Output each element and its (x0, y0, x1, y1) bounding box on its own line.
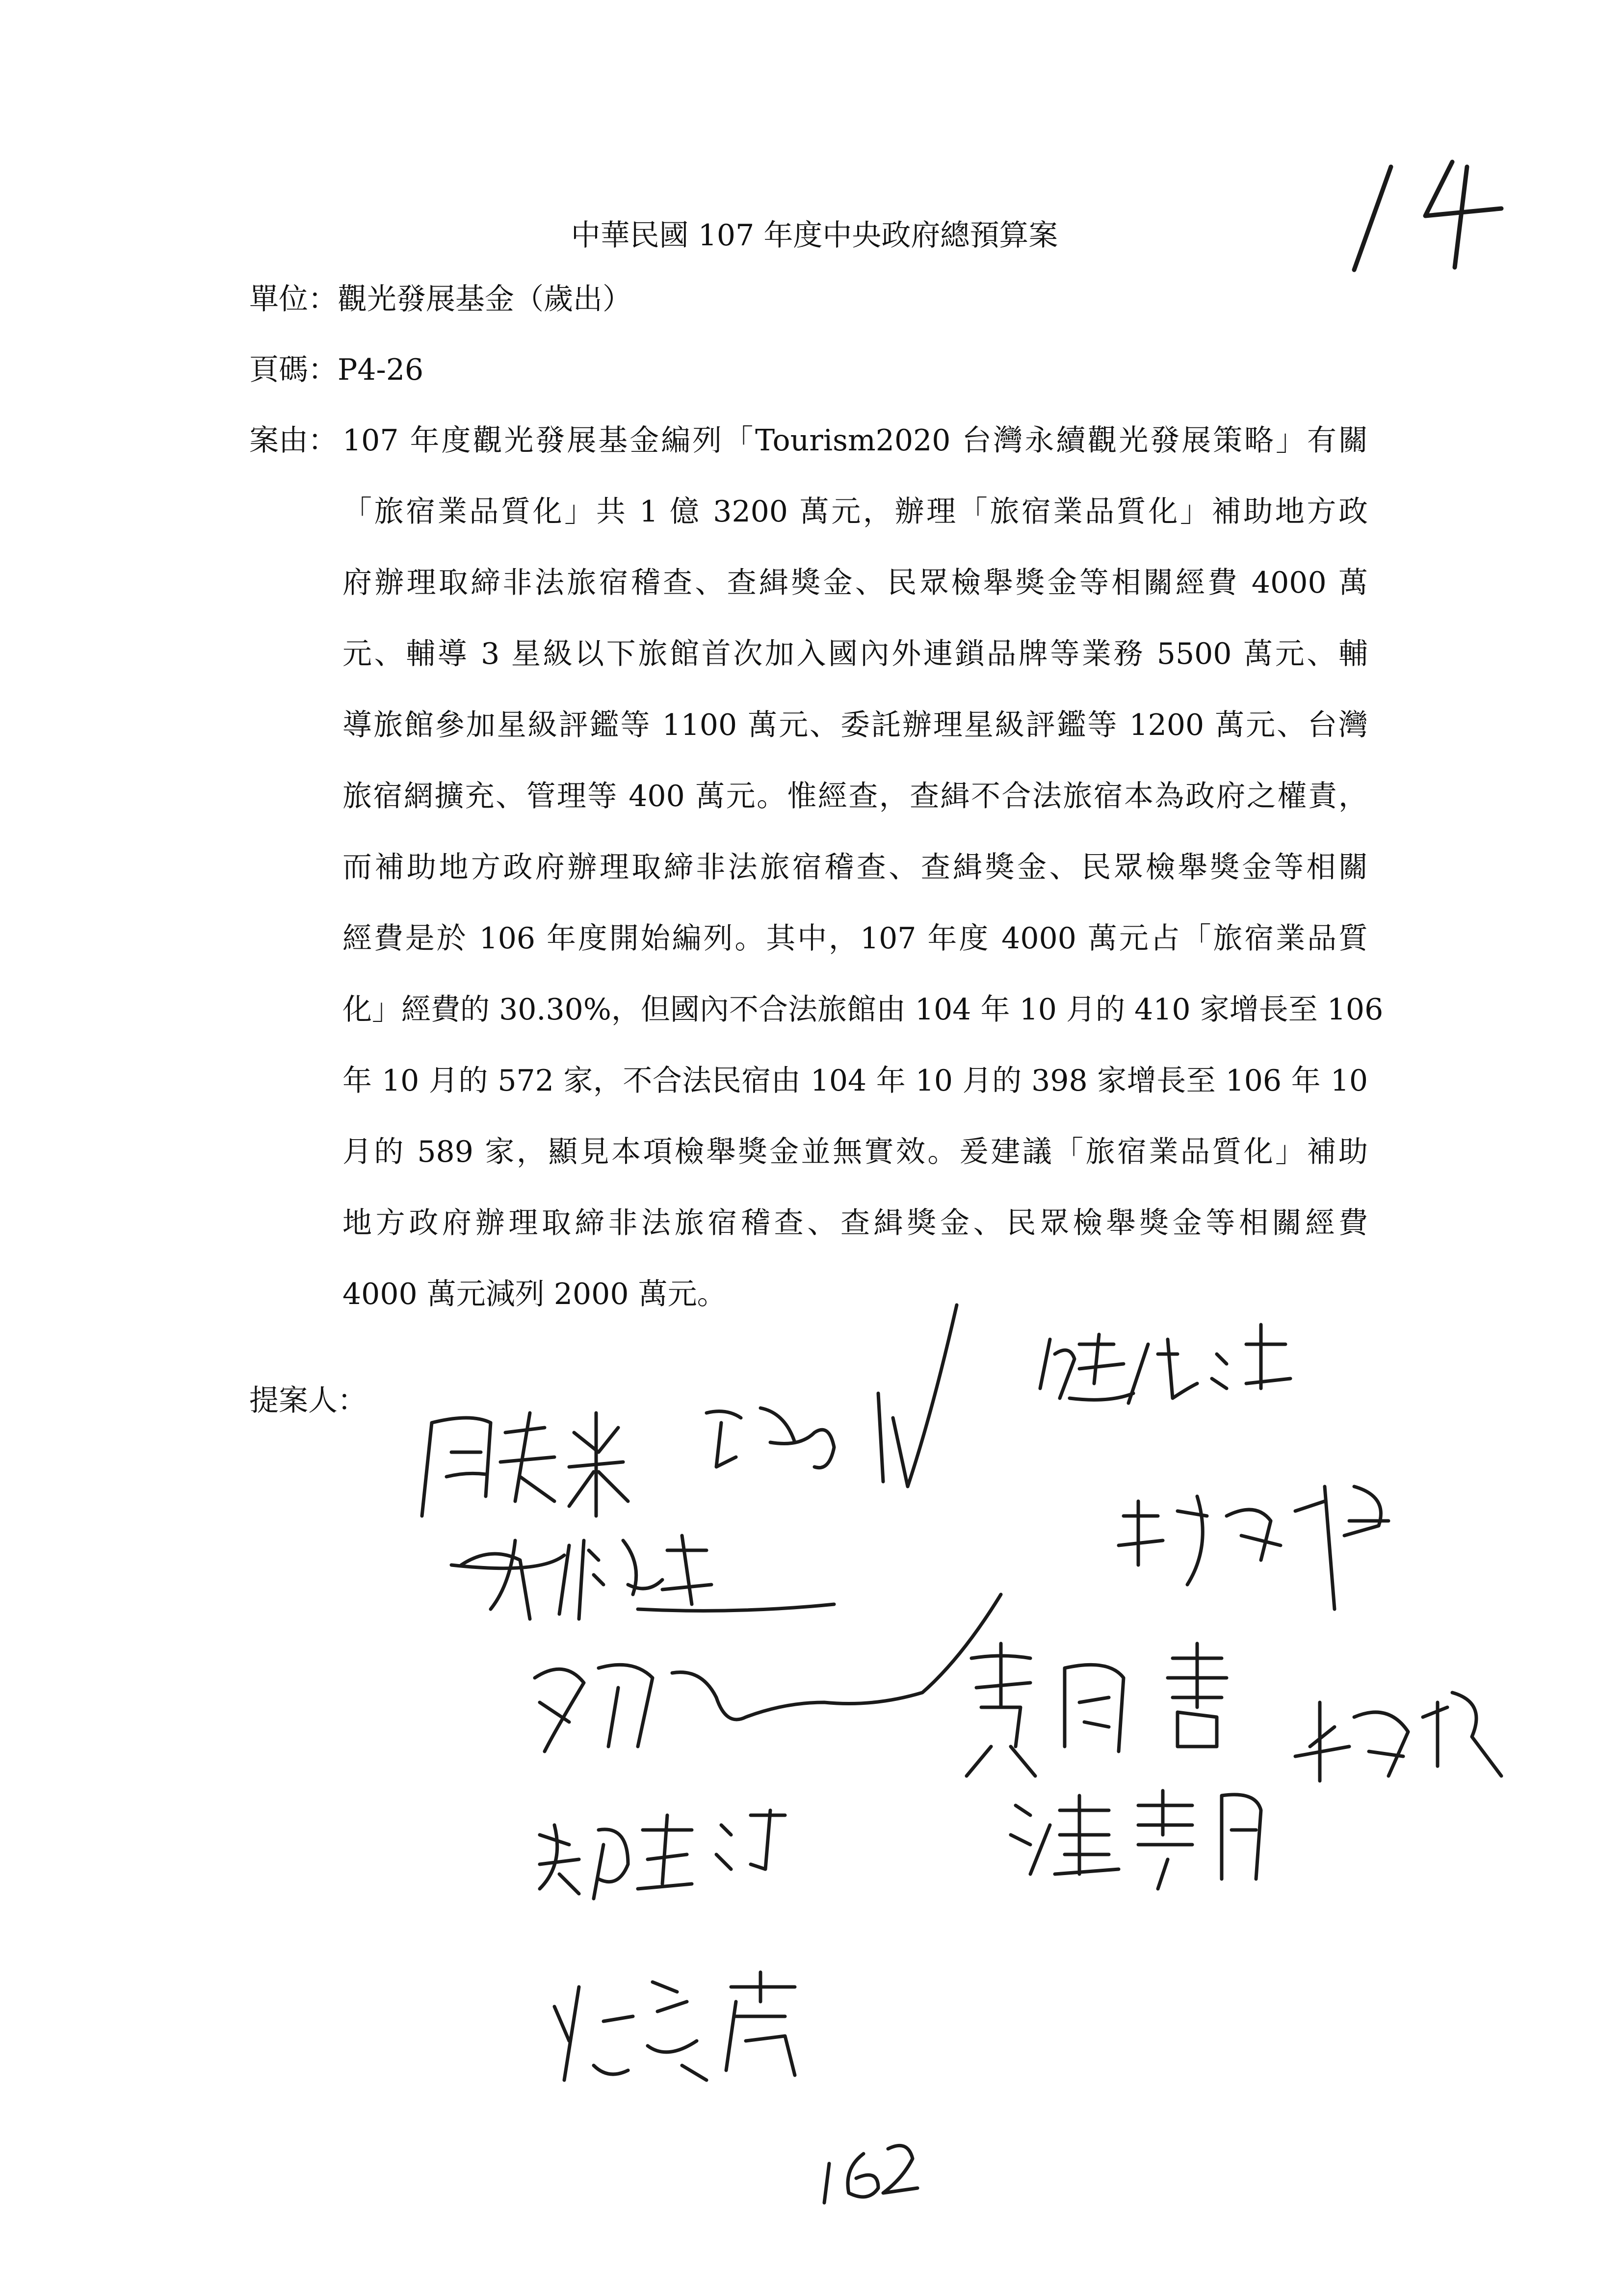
handwritten-signature (967, 1644, 1227, 1776)
handwritten-signature (1040, 1325, 1290, 1403)
reason-line: 元、輔導 3 星級以下旅館首次加入國內外連鎖品牌等業務 5500 萬元、輔 (342, 637, 1368, 671)
reason-line: 年 10 月的 572 家，不合法民宿由 104 年 10 月的 398 家增長至 106 年 10 (342, 1064, 1368, 1098)
reason-line: 導旅館參加星級評鑑等 1100 萬元、委託辦理星級評鑑等 1200 萬元、台灣 (342, 708, 1368, 742)
reason-line: 旅宿網擴充、管理等 400 萬元。惟經查，查緝不合法旅宿本為政府之權責， (342, 779, 1368, 813)
unit-label: 單位： (249, 282, 338, 316)
reason-line: 化」經費的 30.30%，但國內不合法旅館由 104 年 10 月的 410 家增長至 106 (342, 992, 1384, 1027)
handwritten-signature (1011, 1791, 1261, 1889)
page-label: 頁碼： (249, 353, 338, 387)
proposer-label: 提案人： (249, 1383, 367, 1418)
reason-line: 4000 萬元減列 2000 萬元。 (342, 1277, 727, 1311)
page-value: P4-26 (338, 353, 424, 387)
handwritten-signature (707, 1305, 957, 1487)
handwritten-page-number (824, 2145, 917, 2203)
reason-line: 府辦理取締非法旅宿稽查、查緝獎金、民眾檢舉獎金等相關經費 4000 萬 (342, 566, 1368, 600)
handwritten-signature (1119, 1487, 1388, 1609)
reason-line: 月的 589 家，顯見本項檢舉獎金並無實效。爰建議「旅宿業品質化」補助 (342, 1135, 1368, 1169)
reason-line: 107 年度觀光發展基金編列「Tourism2020 台灣永續觀光發展策略」有關 (342, 423, 1368, 458)
reason-line: 「旅宿業品質化」共 1 億 3200 萬元，辦理「旅宿業品質化」補助地方政 (342, 495, 1368, 529)
reason-label: 案由： (249, 423, 338, 458)
handwritten-signature (554, 1972, 795, 2080)
reason-line: 而補助地方政府辦理取締非法旅宿稽查、查緝獎金、民眾檢舉獎金等相關 (342, 850, 1368, 885)
handwritten-signature (422, 1413, 628, 1516)
handwritten-signature (451, 1536, 834, 1619)
reason-line: 地方政府辦理取締非法旅宿稽查、查緝獎金、民眾檢舉獎金等相關經費 (342, 1206, 1368, 1240)
reason-line: 經費是於 106 年度開始編列。其中，107 年度 4000 萬元占「旅宿業品質 (342, 921, 1368, 956)
handwritten-proposal-number (1354, 162, 1501, 270)
handwritten-signature (1295, 1693, 1501, 1781)
handwritten-signature (540, 1810, 785, 1899)
document-title: 中華民國 107 年度中央政府總預算案 (571, 218, 1058, 253)
handwritten-signature (535, 1594, 1001, 1751)
unit-value: 觀光發展基金（歲出） (338, 282, 632, 316)
